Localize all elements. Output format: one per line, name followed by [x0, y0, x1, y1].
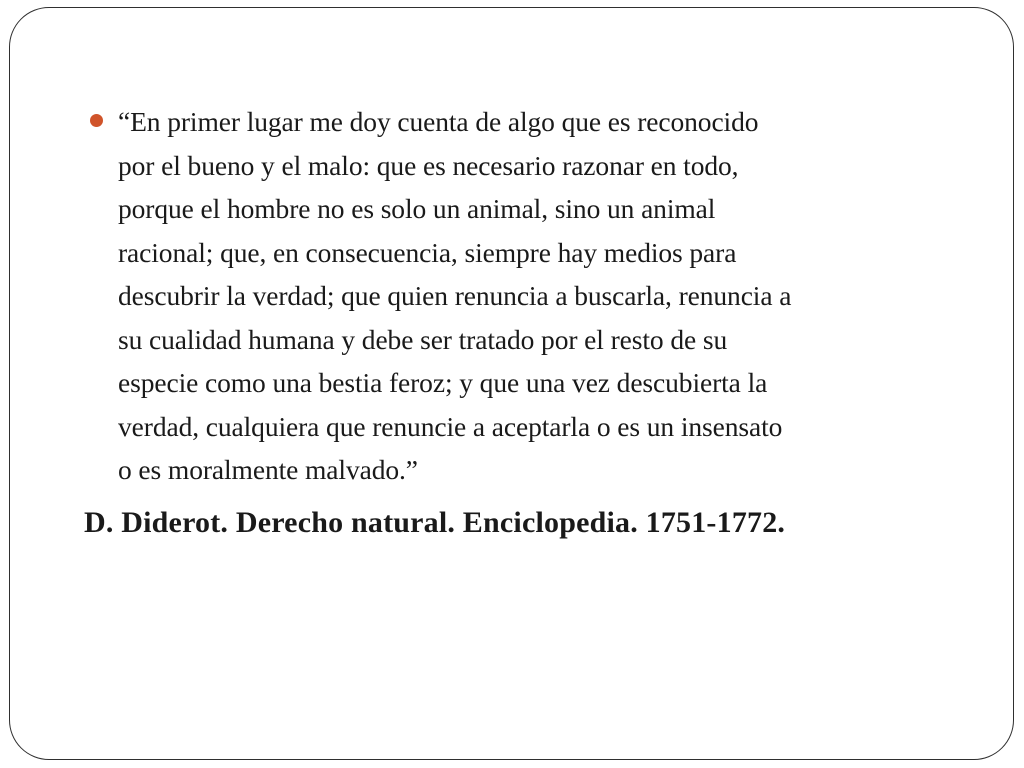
- slide-content: [84, 100, 964, 543]
- quote-bullet-item: [84, 100, 964, 492]
- bullet-dot-icon: [90, 114, 103, 127]
- quote-text: “En primer lugar me doy cuenta de algo que es reconocido por el bueno y el malo: que es necesario razonar en todo, porque el hombre no es solo un animal, sino un animal racional; que, en consecuencia, siempre hay medios para descubrir la verdad; que quien renuncia a buscarla, renuncia a su cualidad humana y debe ser tratado por el resto de su especie como una bestia feroz; y que una vez descubierta la verdad, cualquiera que renuncie a aceptarla o es un insensato o es moralmente malvado.”: [118, 106, 792, 485]
- citation-text: D. Diderot. Derecho natural. Enciclopedia. 1751-1772.: [84, 505, 786, 539]
